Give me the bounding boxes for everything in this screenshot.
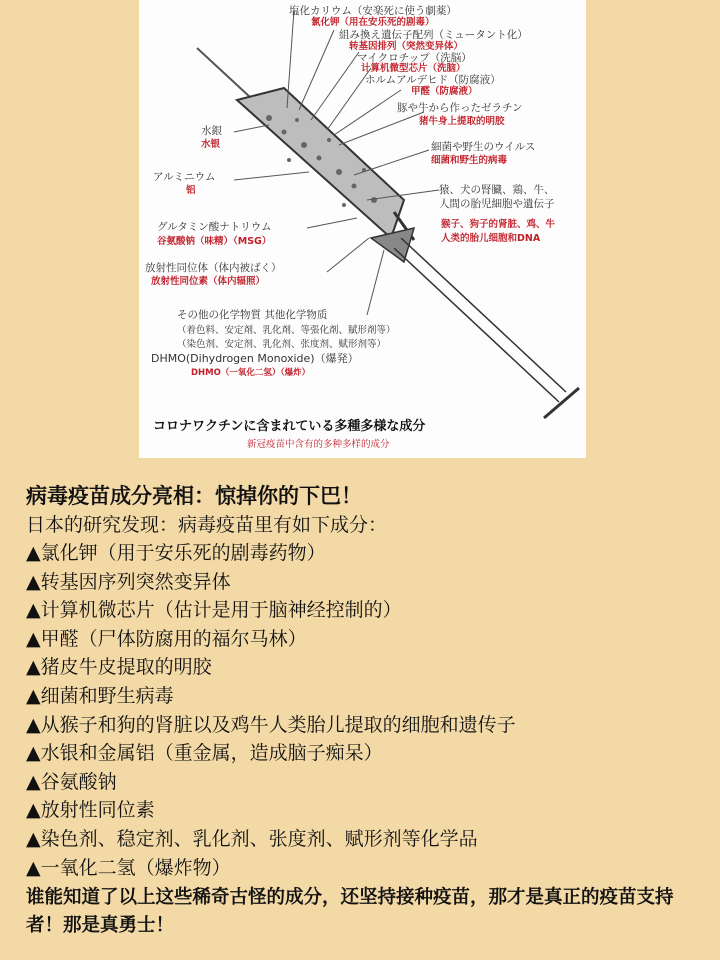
syringe-barrel (237, 88, 404, 238)
triangle-bullet-icon: ▲ (26, 827, 41, 850)
label-chem-cn-2: （染色剂、安定剂、乳化剂、张度剂、赋形剂等） (177, 339, 387, 350)
article (26, 481, 698, 940)
label-form-cn: 甲醛（防腐液） (411, 86, 478, 97)
label-al-cn: 铝 (186, 185, 196, 196)
label-cell-jp-1: 猿、犬の腎臓、鶏、牛、 (439, 184, 555, 196)
intro-text: 日本的研究发现：病毒疫苗里有如下成分： (26, 514, 388, 536)
list-item: ▲计算机微芯片（估计是用于脑神经控制的） (26, 596, 698, 625)
label-rad-cn: 放射性同位素（体内辐照） (151, 276, 266, 287)
list-item: ▲从猴子和狗的肾脏以及鸡牛人类胎儿提取的细胞和遗传子 (26, 711, 698, 740)
triangle-bullet-icon: ▲ (26, 656, 41, 679)
label-chem-jp-2: （着色料、安定剤、乳化剤、等張化剤、賦形剤等） (177, 325, 396, 336)
label-gene-cn: 转基因排列（突然变异体） (349, 41, 464, 52)
list-item: ▲甲醛（尸体防腐用的福尔马林） (26, 625, 698, 654)
label-dhmo-jp: DHMO(Dihydrogen Monoxide)（爆発） (151, 352, 359, 365)
triangle-bullet-icon: ▲ (26, 799, 41, 822)
list-item: ▲放射性同位素 (26, 796, 698, 825)
label-msg-cn: 谷氨酸钠（味精）（MSG） (157, 236, 272, 247)
list-item: ▲氯化钾（用于安乐死的剧毒药物） (26, 539, 698, 568)
label-gel-cn: 猪牛身上提取的明胶 (419, 116, 505, 127)
label-cell-cn-2: 人类的胎儿细胞和DNA (441, 233, 541, 244)
label-gene-jp: 組み換え遺伝子配列（ミュータント化） (339, 29, 528, 41)
list-item: ▲转基因序列突然变异体 (26, 568, 698, 597)
label-virus-jp: 細菌や野生のウイルス (431, 141, 536, 153)
closing-statement: 谁能知道了以上这些稀奇古怪的成分，还坚持接种疫苗，那才是真正的疫苗支持者！那是真勇士！ (26, 887, 674, 937)
list-item: ▲一氧化二氢（爆炸物） (26, 854, 698, 883)
list-item: ▲谷氨酸钠 (26, 768, 698, 797)
label-al-jp: アルミニウム (153, 171, 216, 183)
triangle-bullet-icon: ▲ (26, 570, 41, 593)
label-hg-cn: 水银 (201, 139, 221, 150)
label-chip-cn: 计算机微型芯片（洗脑） (361, 63, 466, 74)
triangle-bullet-icon: ▲ (26, 627, 41, 650)
list-item: ▲染色剂、稳定剂、乳化剂、张度剂、赋形剂等化学品 (26, 825, 698, 854)
triangle-bullet-icon: ▲ (26, 742, 41, 765)
triangle-bullet-icon: ▲ (26, 713, 41, 736)
label-rad-jp: 放射性同位体（体内被ばく） (145, 262, 282, 274)
triangle-bullet-icon: ▲ (26, 856, 41, 879)
vaccine-ingredients-figure (139, 0, 586, 458)
label-cell-cn-1: 猴子、狗子的肾脏、鸡、牛 (441, 219, 556, 230)
figure-caption-cn: 新冠疫苗中含有的多种多样的成分 (247, 439, 390, 450)
label-cell-jp-2: 人間の胎児細胞や遺伝子 (439, 198, 555, 210)
list-item: ▲猪皮牛皮提取的明胶 (26, 653, 698, 682)
label-msg-jp: グルタミン酸ナトリウム (157, 221, 272, 233)
figure-caption-jp: コロナワクチンに含まれている多種多様な成分 (153, 419, 426, 434)
list-item: ▲细菌和野生病毒 (26, 682, 698, 711)
label-hg-jp: 水銀 (201, 125, 222, 137)
label-form-jp: ホルムアルデヒド（防腐液） (365, 74, 501, 86)
label-kcl-jp: 塩化カリウム（安楽死に使う劇薬） (289, 5, 457, 17)
label-virus-cn: 细菌和野生的病毒 (431, 155, 508, 166)
triangle-bullet-icon: ▲ (26, 599, 41, 622)
list-item: ▲水银和金属铝（重金属，造成脑子痴呆） (26, 739, 698, 768)
label-gel-jp: 豚や牛から作ったゼラチン (397, 102, 523, 114)
ingredient-list (26, 539, 698, 882)
label-chip-jp: マイクロチップ（洗脳） (357, 52, 472, 64)
label-dhmo-cn: DHMO（一氧化二氢）（爆炸） (191, 368, 311, 378)
triangle-bullet-icon: ▲ (26, 542, 41, 564)
triangle-bullet-icon: ▲ (26, 770, 41, 793)
triangle-bullet-icon: ▲ (26, 684, 41, 707)
headline: 病毒疫苗成分亮相：惊掉你的下巴！ (26, 484, 362, 508)
label-kcl-cn: 氯化钾（用在安乐死的剧毒） (311, 17, 435, 28)
label-chem-jp: その他の化学物質 其他化学物质 (177, 309, 328, 321)
